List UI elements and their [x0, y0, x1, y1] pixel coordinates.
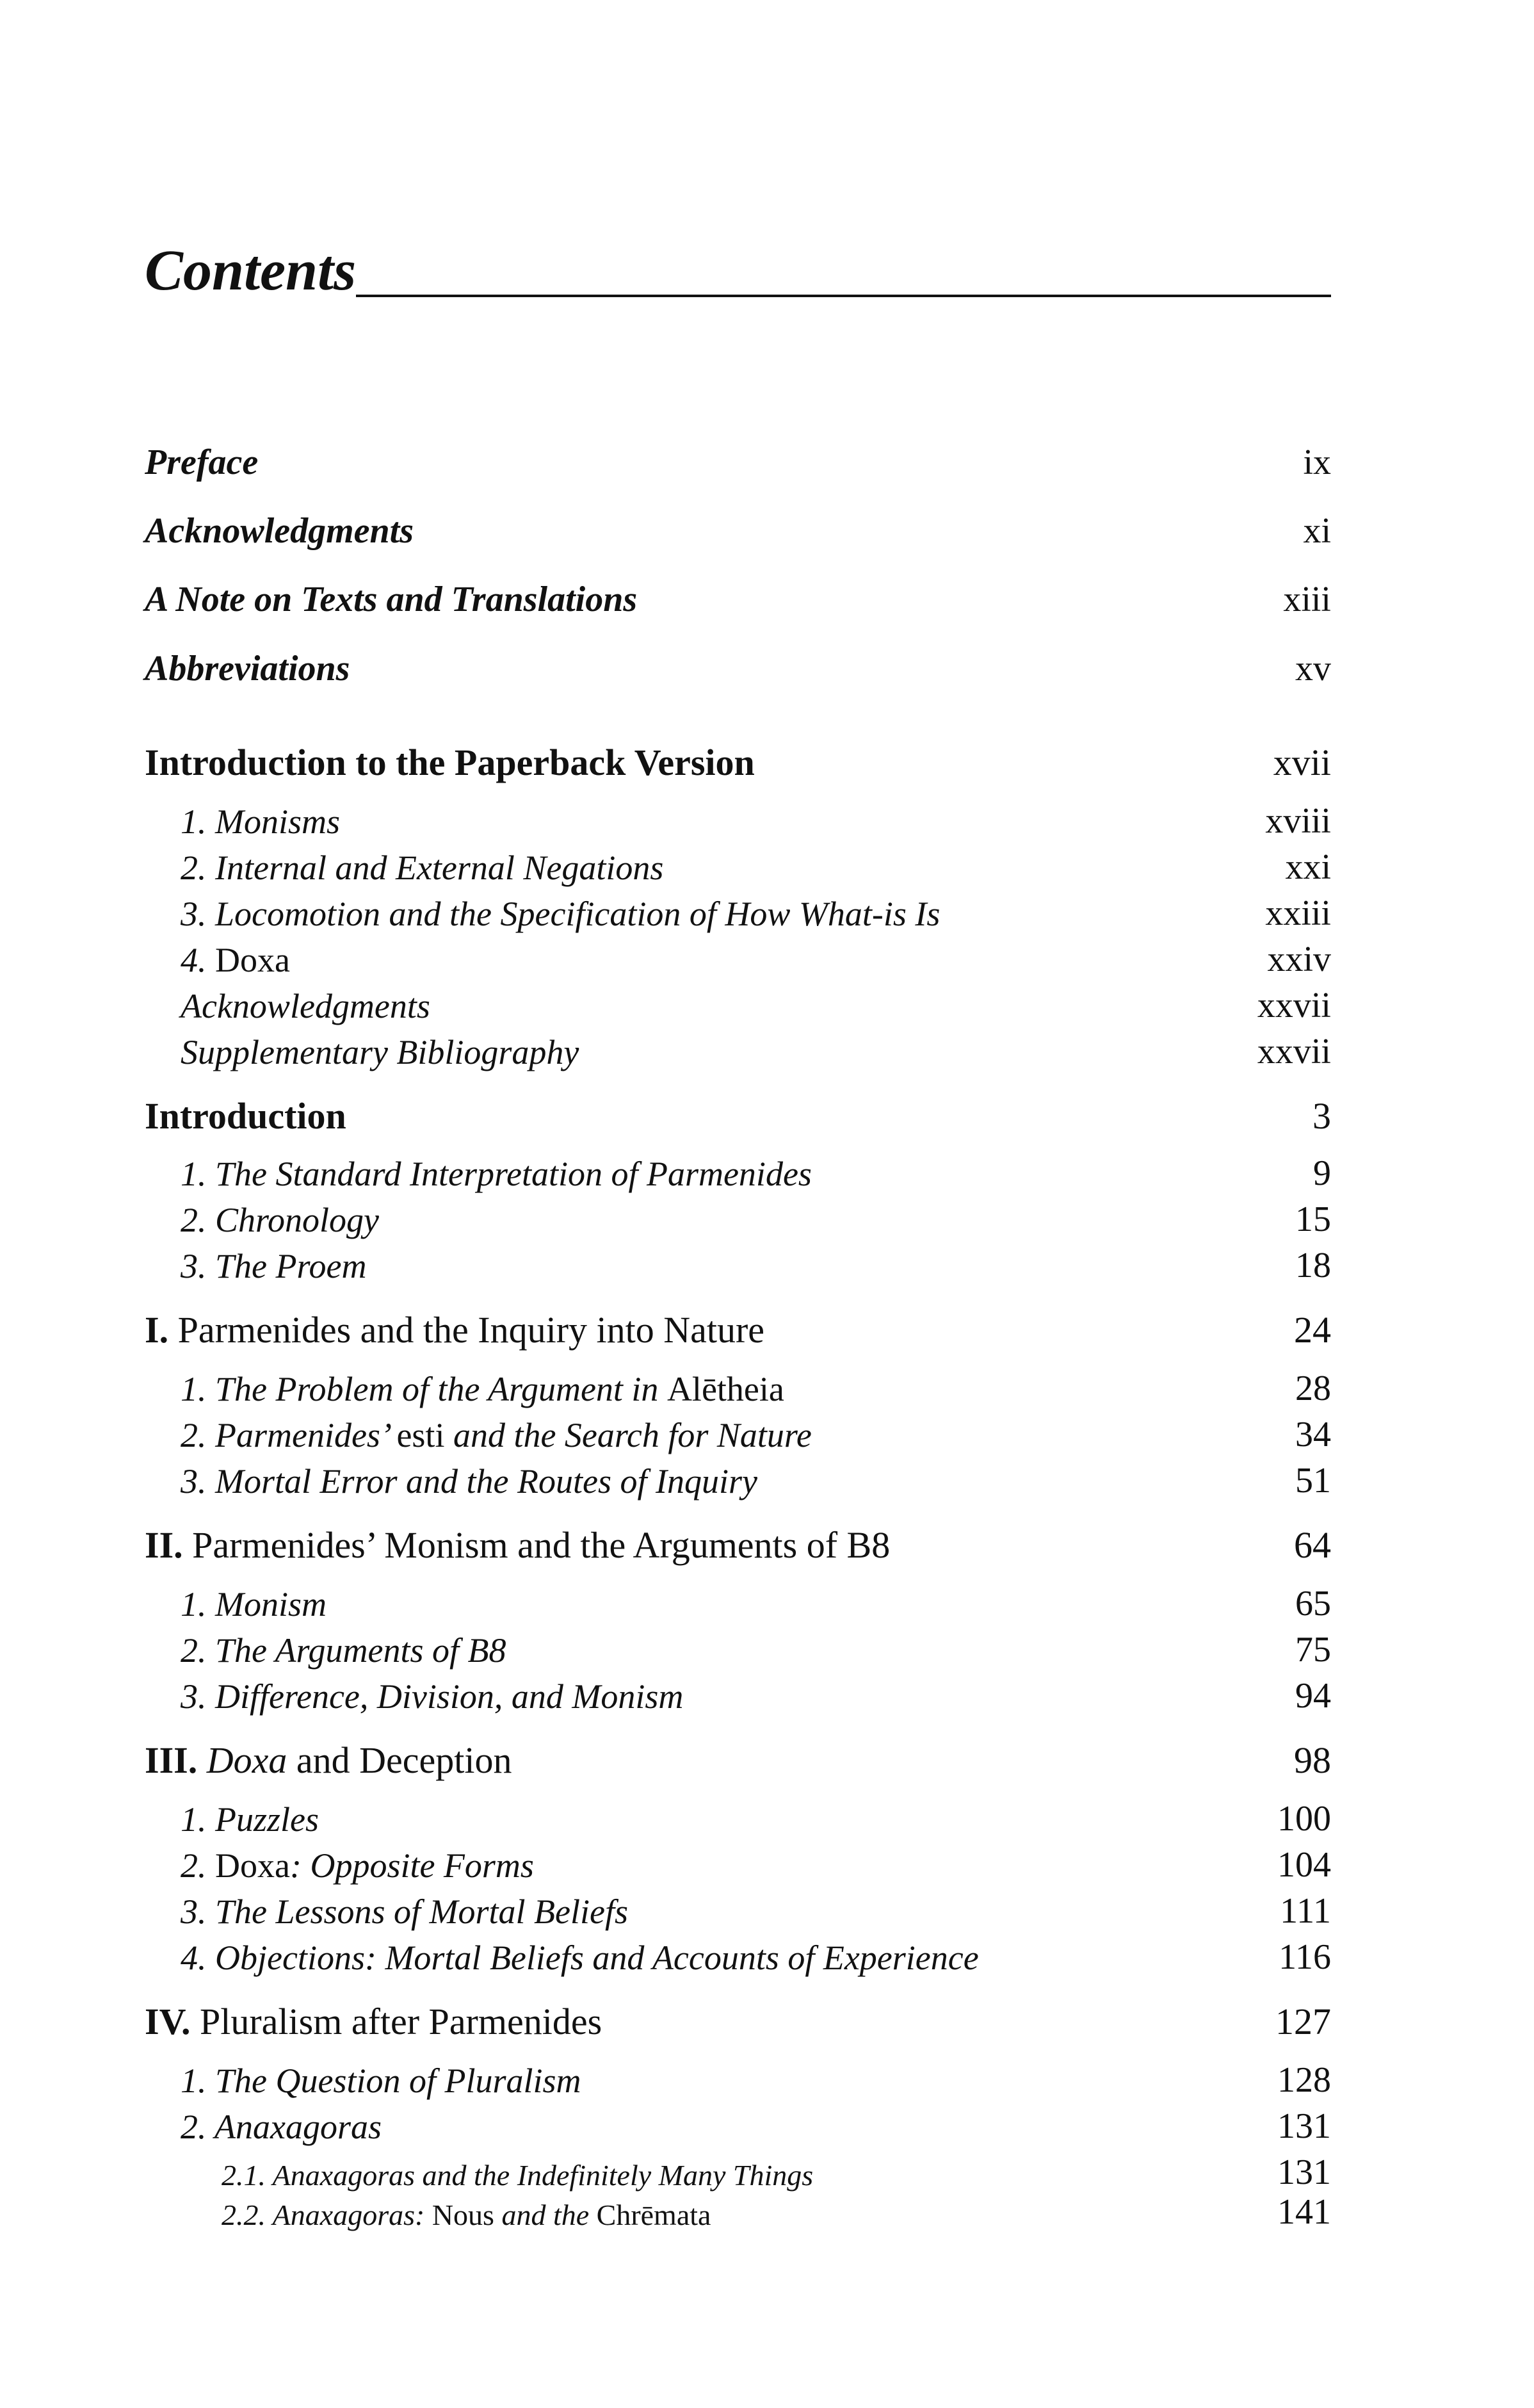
entry-label: Introduction: [145, 1095, 346, 1137]
entry-label-rest: and the Search for Nature: [444, 1416, 812, 1454]
entry-label-roman: Chrēmata: [596, 2199, 711, 2231]
chapter-title: Parmenides’ Monism and the Arguments of B8: [192, 1524, 891, 1566]
entry-page: xv: [1295, 649, 1331, 688]
entry-number: 1.: [181, 1800, 207, 1839]
entry-page: xxiv: [1267, 940, 1331, 979]
toc-entry-note-on-texts: [145, 579, 1331, 617]
entry-page: 131: [1277, 2106, 1331, 2146]
toc-subentry: [145, 2106, 1331, 2144]
entry-label: Difference, Division, and Monism: [215, 1677, 684, 1716]
toc-heading-introduction: [145, 1093, 1331, 1135]
toc-subentry: [145, 1153, 1331, 1191]
entry-label: Puzzles: [215, 1800, 319, 1839]
entry-label: Supplementary Bibliography: [181, 1033, 579, 1071]
entry-label: The Arguments of B8: [215, 1631, 506, 1670]
chapter-number: I.: [145, 1309, 169, 1351]
entry-page: 75: [1295, 1630, 1331, 1670]
toc-chapter-4: [145, 1998, 1331, 2040]
entry-page: 28: [1295, 1369, 1331, 1408]
entry-page: xxi: [1285, 847, 1331, 887]
entry-number: 1.: [181, 2062, 207, 2100]
entry-label: Monism: [215, 1585, 327, 1623]
entry-label: Anaxagoras:: [272, 2199, 432, 2231]
entry-label: The Question of Pluralism: [215, 2062, 581, 2100]
toc-heading-intro-paperback: [145, 739, 1331, 781]
entry-label: : Opposite Forms: [289, 1846, 534, 1885]
entry-page: 104: [1277, 1845, 1331, 1885]
entry-label: The Problem of the Argument in: [215, 1370, 667, 1408]
entry-page: 64: [1294, 1524, 1331, 1566]
entry-number: 3.: [181, 1462, 207, 1501]
toc-subentry: [145, 985, 1331, 1023]
toc-subentry: [145, 1414, 1331, 1452]
chapter-number: II.: [145, 1524, 183, 1566]
entry-label: The Proem: [215, 1247, 367, 1285]
toc-subentry: [145, 1460, 1331, 1499]
entry-label: Mortal Error and the Routes of Inquiry: [215, 1462, 757, 1501]
entry-label: Abbreviations: [145, 649, 350, 688]
toc-chapter-2: [145, 1522, 1331, 1564]
toc-subentry: [145, 1031, 1331, 1070]
entry-label: Chronology: [215, 1201, 379, 1239]
entry-label-roman: esti: [396, 1416, 445, 1454]
chapter-number: IV.: [145, 2001, 191, 2042]
entry-label: The Lessons of Mortal Beliefs: [215, 1892, 628, 1931]
toc-subentry: [145, 1675, 1331, 1714]
entry-page: xiii: [1283, 580, 1331, 619]
entry-page: xvii: [1273, 742, 1331, 783]
toc-subentry: [145, 1629, 1331, 1668]
toc-subsubentry: [145, 2192, 1331, 2232]
entry-label: Anaxagoras and the Indefinitely Many Things: [272, 2159, 814, 2192]
toc-subentry: [145, 1199, 1331, 1237]
entry-number: 1.: [181, 1155, 207, 1193]
toc-subentry: [145, 847, 1331, 885]
entry-number: 1.: [181, 802, 207, 841]
entry-page: 94: [1295, 1676, 1331, 1716]
entry-label-roman: Doxa: [215, 1846, 290, 1885]
chapter-title: and Deception: [287, 1739, 512, 1781]
contents-heading: [145, 236, 1331, 300]
entry-page: ix: [1303, 443, 1331, 482]
entry-label: Acknowledgments: [145, 511, 414, 551]
entry-number: 2.1.: [222, 2159, 266, 2192]
entry-number: 2.: [181, 1846, 207, 1885]
toc-subentry: [145, 893, 1331, 931]
toc-entry-preface: [145, 442, 1331, 480]
entry-page: xi: [1303, 511, 1331, 551]
entry-page: 18: [1295, 1246, 1331, 1285]
entry-page: xxvii: [1257, 1032, 1331, 1071]
entry-label: Parmenides’: [215, 1416, 397, 1454]
entry-label: Objections: Mortal Beliefs and Accounts of Experience: [215, 1939, 979, 1977]
entry-label: Internal and External Negations: [215, 849, 664, 887]
entry-page: xxvii: [1257, 986, 1331, 1025]
entry-page: 9: [1313, 1153, 1331, 1193]
toc-subentry: [145, 1798, 1331, 1837]
entry-label: Locomotion and the Specification of How What-is Is: [215, 895, 941, 933]
entry-label: Introduction to the Paperback Version: [145, 742, 755, 783]
chapter-number: III.: [145, 1739, 198, 1781]
entry-page: 128: [1277, 2060, 1331, 2100]
entry-page: 51: [1295, 1461, 1331, 1501]
entry-page: 34: [1295, 1415, 1331, 1454]
toc-subentry: [145, 1891, 1331, 1929]
title-rule: [356, 295, 1331, 297]
entry-label: Preface: [145, 443, 259, 482]
entry-number: 3.: [181, 1892, 207, 1931]
toc-subentry: [145, 1583, 1331, 1622]
entry-label-rest: and the: [494, 2199, 597, 2231]
entry-number: 2.: [181, 2108, 207, 2146]
entry-page: 141: [1277, 2192, 1331, 2232]
entry-page: 15: [1295, 1200, 1331, 1239]
toc-subentry: [145, 2060, 1331, 2098]
entry-page: 131: [1277, 2152, 1331, 2192]
toc-chapter-3: [145, 1737, 1331, 1779]
toc-entry-abbreviations: [145, 648, 1331, 687]
entry-number: 4.: [181, 941, 207, 979]
entry-page: xviii: [1265, 801, 1331, 841]
page-title: Contents: [145, 239, 357, 302]
toc-subentry: [145, 801, 1331, 839]
entry-page: 127: [1275, 2001, 1331, 2042]
entry-number: 4.: [181, 1939, 207, 1977]
entry-label: Monisms: [215, 802, 341, 841]
toc-subsubentry: [145, 2152, 1331, 2192]
toc-entry-acknowledgments: [145, 510, 1331, 549]
entry-number: 2.: [181, 1201, 207, 1239]
entry-page: 111: [1280, 1891, 1331, 1931]
entry-page: 100: [1277, 1799, 1331, 1839]
entry-page: 116: [1279, 1937, 1331, 1977]
entry-number: 3.: [181, 895, 207, 933]
toc-subentry: [145, 1245, 1331, 1283]
toc-chapter-1: [145, 1306, 1331, 1349]
entry-label: Anaxagoras: [214, 2108, 382, 2146]
entry-label: Doxa: [215, 941, 290, 979]
entry-number: 1.: [181, 1585, 207, 1623]
entry-number: 3.: [181, 1247, 207, 1285]
toc-subentry: [145, 939, 1331, 977]
entry-number: 3.: [181, 1677, 207, 1716]
toc-subentry: [145, 1937, 1331, 1975]
entry-label-roman: Nous: [432, 2199, 494, 2231]
entry-page: xxiii: [1265, 893, 1331, 933]
entry-page: 24: [1294, 1309, 1331, 1351]
toc-subentry: [145, 1368, 1331, 1406]
chapter-title: Parmenides and the Inquiry into Nature: [177, 1309, 765, 1351]
chapter-title: Pluralism after Parmenides: [199, 2001, 602, 2042]
entry-label-roman: Alētheia: [666, 1370, 784, 1408]
entry-number: 1.: [181, 1370, 207, 1408]
entry-page: 3: [1312, 1095, 1331, 1137]
entry-page: 65: [1295, 1584, 1331, 1623]
entry-label: Acknowledgments: [181, 987, 430, 1025]
entry-label: The Standard Interpretation of Parmenides: [215, 1155, 812, 1193]
entry-label: A Note on Texts and Translations: [145, 580, 638, 619]
entry-number: 2.: [181, 1631, 207, 1670]
entry-number: 2.: [181, 1416, 207, 1454]
toc-subentry: [145, 1844, 1331, 1883]
entry-number: 2.: [181, 849, 207, 887]
chapter-title-italic: Doxa: [206, 1739, 287, 1781]
entry-page: 98: [1294, 1739, 1331, 1781]
entry-number: 2.2.: [222, 2199, 266, 2231]
